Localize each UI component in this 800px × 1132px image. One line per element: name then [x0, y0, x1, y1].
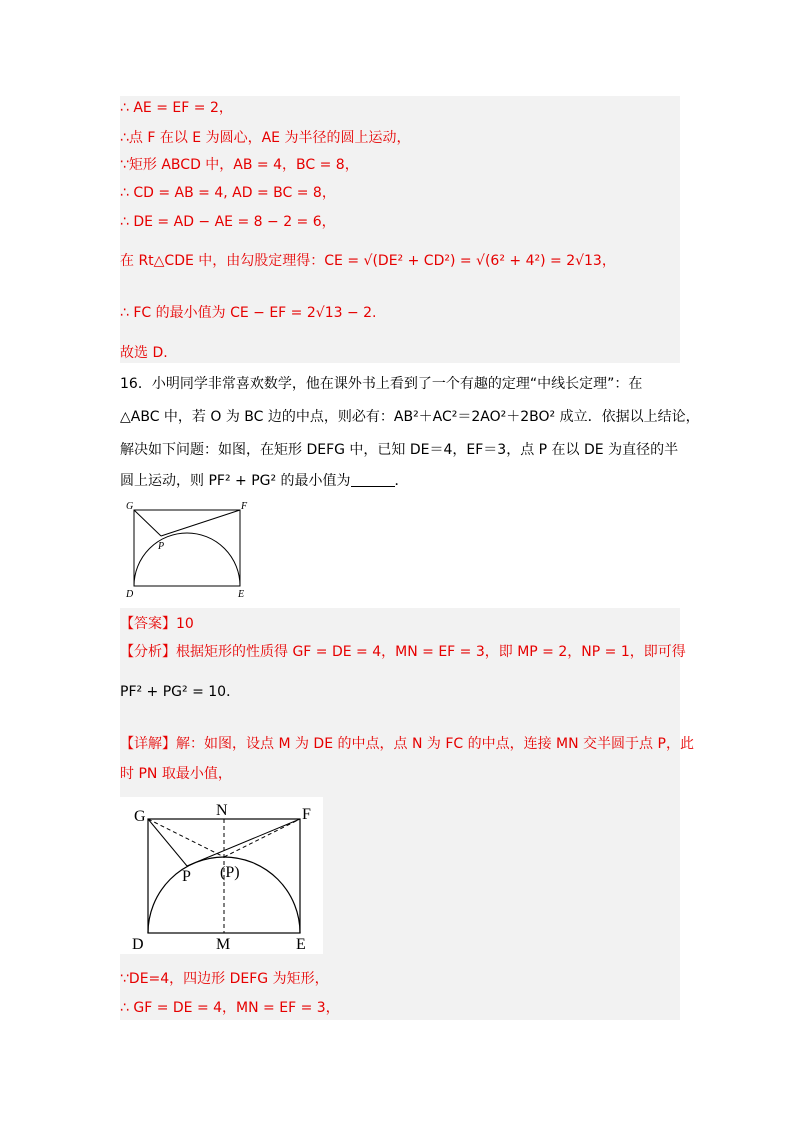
question-line-2: △ABC 中，若 O 为 BC 边的中点，则必有：AB²＋AC²＝2AO²＋2BO² 成立．依据以上结论， [120, 409, 700, 425]
analysis-line-2: PF² + PG² = 10． [120, 684, 241, 700]
figure-2-midpoint-construction [120, 797, 323, 954]
segment-gp [148, 819, 187, 866]
label-d: D [126, 589, 134, 600]
analysis-line-1: 【分析】根据矩形的性质得 GF = DE = 4，MN = EF = 3，即 MP = 2，NP = 1，即可得 [120, 644, 686, 660]
label-m: M [216, 936, 231, 953]
solution-line-2: ∴点 F 在以 E 为圆心，AE 为半径的圆上运动， [120, 130, 411, 146]
segment-g-p-dashed [148, 819, 224, 857]
label-p-paren: (P) [220, 864, 240, 881]
answer-line: 【答案】10 [120, 616, 194, 632]
solution-line-1: ∴ AE = EF = 2， [120, 100, 233, 116]
segment-gp [134, 510, 161, 536]
solution-line-4: ∴ CD = AB = 4, AD = BC = 8， [120, 185, 336, 201]
solution-line-3: ∵矩形 ABCD 中，AB = 4，BC = 8， [120, 157, 359, 173]
label-n: N [216, 802, 228, 819]
answer-blank [351, 472, 395, 487]
label-f: F [302, 806, 311, 823]
detail-line-3: ∵DE=4，四边形 DEFG 为矩形， [120, 971, 329, 987]
solution-line-7: ∴ FC 的最小值为 CE − EF = 2√13 − 2. [120, 305, 377, 321]
question-line-4-text: 圆上运动，则 PF² + PG² 的最小值为 [120, 473, 351, 489]
question-line-4 [120, 471, 409, 491]
detail-line-4: ∴ GF = DE = 4，MN = EF = 3， [120, 1000, 340, 1016]
label-e: E [296, 936, 306, 953]
solution-line-8: 故选 D. [120, 345, 168, 361]
label-d: D [132, 936, 144, 953]
segment-pf [161, 510, 240, 536]
label-p: P [158, 541, 165, 552]
question-line-4-end: ． [394, 473, 409, 489]
semicircle [134, 533, 240, 586]
label-g: G [134, 808, 146, 825]
question-line-3: 解决如下问题：如图，在矩形 DEFG 中，已知 DE＝4，EF＝3，点 P 在以 DE 为直径的半 [120, 442, 679, 458]
question-line-1: 16．小明同学非常喜欢数学，他在课外书上看到了一个有趣的定理“中线长定理”：在 [120, 376, 643, 392]
detail-line-2: 时 PN 取最小值， [120, 766, 232, 782]
figure-1-semicircle-rectangle [120, 496, 260, 602]
label-p: P [182, 868, 191, 885]
detail-line-1: 【详解】解：如图，设点 M 为 DE 的中点，点 N 为 FC 的中点，连接 MN 交半圆于点 P，此 [120, 736, 694, 752]
label-e: E [238, 589, 245, 600]
solution-line-5: ∴ DE = AD − AE = 8 − 2 = 6， [120, 214, 336, 230]
solution-line-6: 在 Rt△CDE 中，由勾股定理得：CE = √(DE² + CD²) = √(6² + 4²) = 2√13， [120, 253, 616, 269]
label-g: G [126, 501, 134, 512]
label-f: F [241, 501, 248, 512]
segment-p-f-dashed [224, 819, 300, 857]
